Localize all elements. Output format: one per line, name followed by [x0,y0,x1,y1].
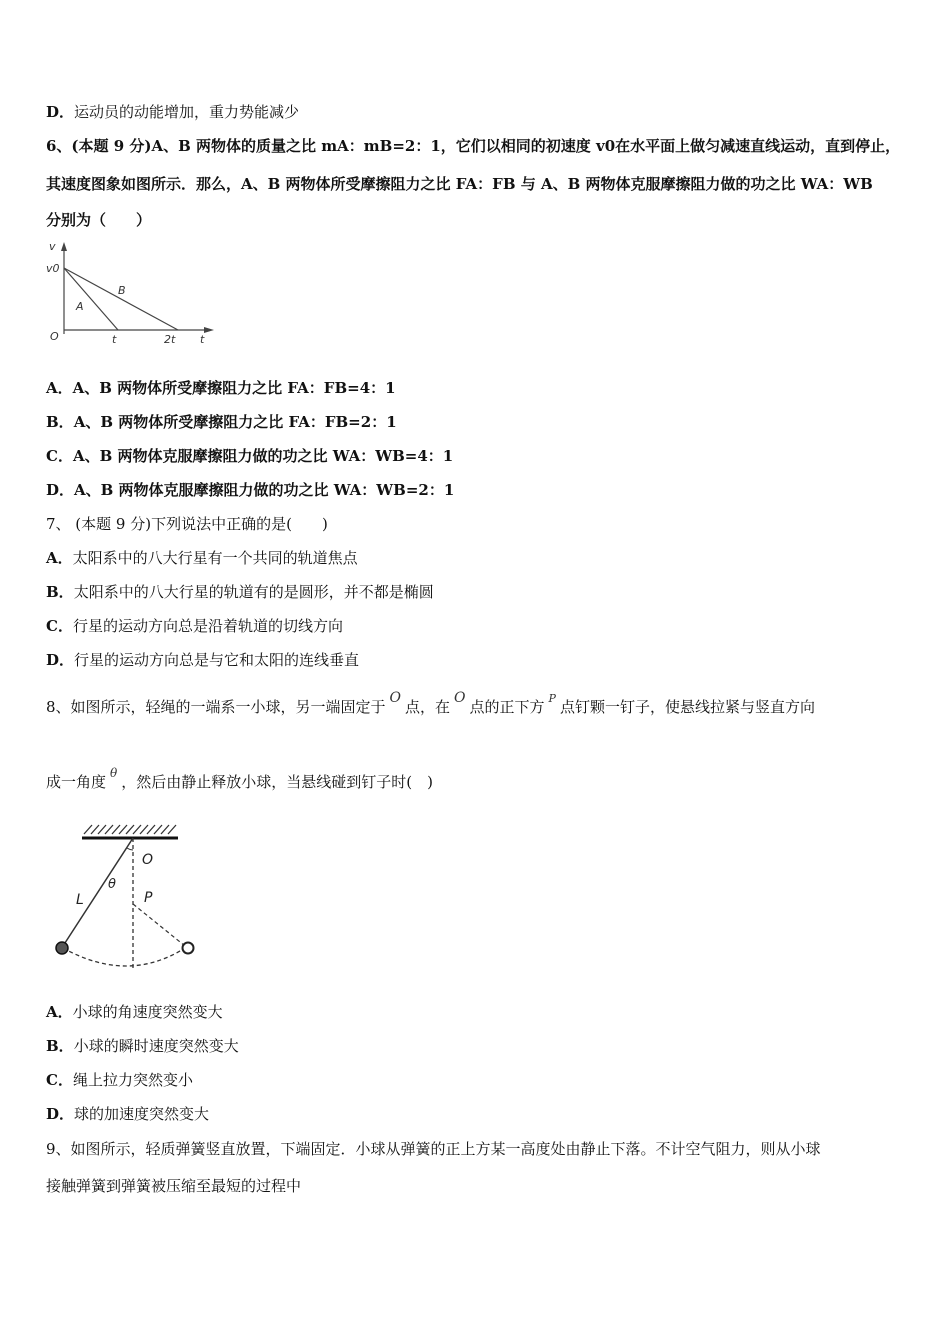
option-letter: D． [46,103,75,121]
theta-arc [127,848,133,850]
2t-label: 2t [164,333,176,346]
v-axis-arrow [61,242,67,251]
q6-velocity-time-graph [44,238,224,348]
q9-stem-line2: 接触弹簧到弹簧被压缩至最短的过程中 [46,1177,302,1195]
origin-label: O [50,330,59,343]
option-letter: C． [46,617,73,635]
ceiling-hatch [84,825,176,834]
q7-option-d [46,650,359,670]
q7-option-b [46,582,434,602]
v-label: v [49,240,56,253]
q7-option-a [46,548,358,568]
option-text: 小球的瞬时速度突然变大 [73,1037,239,1055]
option-text: A、B 两物体所受摩擦阻力之比 FA：FB=2：1 [73,413,397,431]
option-letter: D． [46,481,75,499]
line-a [64,268,118,330]
t-axis-arrow [204,327,214,333]
line-b [64,268,178,330]
option-text: 小球的角速度突然变大 [72,1003,223,1021]
theta-label: θ [108,877,116,892]
q8-s2: 点，在 [405,698,451,716]
string-l [63,838,133,946]
q8-s3: 点的正下方 [469,698,545,716]
option-text: 太阳系中的八大行星有一个共同的轨道焦点 [72,549,358,567]
axis-t-label: t [200,333,205,346]
q8-option-d [46,1104,209,1124]
symbol-o: O [454,690,466,706]
q8-option-a [46,1002,223,1022]
option-letter: B． [46,583,74,601]
option-letter: C． [46,1071,73,1089]
q8-pendulum-figure [48,822,198,977]
option-letter: D． [46,651,75,669]
q6-option-a [46,378,396,398]
l-label: L [76,892,84,908]
p-label: P [144,890,153,906]
q6-stem-line3: 分别为（ ） [46,211,152,229]
q6-option-b [46,412,397,432]
option-letter: D． [46,1105,75,1123]
option-text: 行星的运动方向总是沿着轨道的切线方向 [72,617,343,635]
q7-option-c [46,616,343,636]
o-label: O [142,852,154,868]
option-text: 运动员的动能增加，重力势能减少 [74,103,300,121]
option-letter: B． [46,413,74,431]
option-text: 行星的运动方向总是与它和太阳的连线垂直 [74,651,360,669]
q8-stem-line1 [46,690,815,719]
line-a-label: A [76,300,84,313]
q8-s6: ，然后由静止释放小球，当悬线碰到钉子时( ) [121,773,433,791]
symbol-p: P [548,692,556,705]
swing-dashed-line [133,904,185,946]
option-letter: A． [46,379,73,397]
t-label: t [112,333,117,346]
q8-option-c [46,1070,193,1090]
q6-stem-line2: 其速度图象如图所示．那么，A、B 两物体所受摩擦阻力之比 FA：FB 与 A、B 两物体克服摩擦阻力做的功之比 WA：WB [46,175,873,193]
q6-option-c [46,446,453,466]
q6-option-d [46,480,454,500]
option-text: A、B 两物体克服摩擦阻力做的功之比 WA：WB=4：1 [72,447,454,465]
symbol-o: O [389,690,402,706]
q9-stem-line1: 9、如图所示，轻质弹簧竖直放置，下端固定．小球从弹簧的正上方某一高度处由静止下落。不计空气阻力，则从小球 [46,1140,821,1158]
q8-s1: 8、如图所示，轻绳的一端系一小球，另一端固定于 [46,698,386,716]
q8-stem-line2 [46,766,433,793]
option-text: 绳上拉力突然变小 [72,1071,193,1089]
q8-s4: 点钉颗一钉子，使悬线拉紧与竖直方向 [559,698,815,716]
option-letter: C． [46,447,73,465]
v0-label: v0 [46,262,60,275]
q7-stem: 7、 (本题 9 分)下列说法中正确的是( ) [46,515,328,533]
q6-line1: A、B 两物体的质量之比 mA：mB=2：1，它们以相同的初速度 v0在水平面上做匀减速直线运动，直到停止， [151,137,901,155]
line-b-label: B [118,284,126,297]
option-letter: B． [46,1037,74,1055]
q6-prefix: 6、(本题 9 分) [46,137,152,155]
option-letter: A． [46,1003,73,1021]
ball-left [56,942,68,954]
option-text: A、B 两物体所受摩擦阻力之比 FA：FB=4：1 [72,379,396,397]
q8-s5: 成一角度 [46,773,107,791]
q6-stem-line1 [46,136,900,156]
q5-option-d [46,102,299,122]
symbol-theta: θ [110,766,118,780]
trajectory-arc [63,948,185,966]
q8-option-b [46,1036,239,1056]
option-text: 太阳系中的八大行星的轨道有的是圆形，并不都是椭圆 [73,583,434,601]
option-text: 球的加速度突然变大 [74,1105,210,1123]
ball-right [183,943,194,954]
option-letter: A． [46,549,73,567]
option-text: A、B 两物体克服摩擦阻力做的功之比 WA：WB=2：1 [74,481,455,499]
